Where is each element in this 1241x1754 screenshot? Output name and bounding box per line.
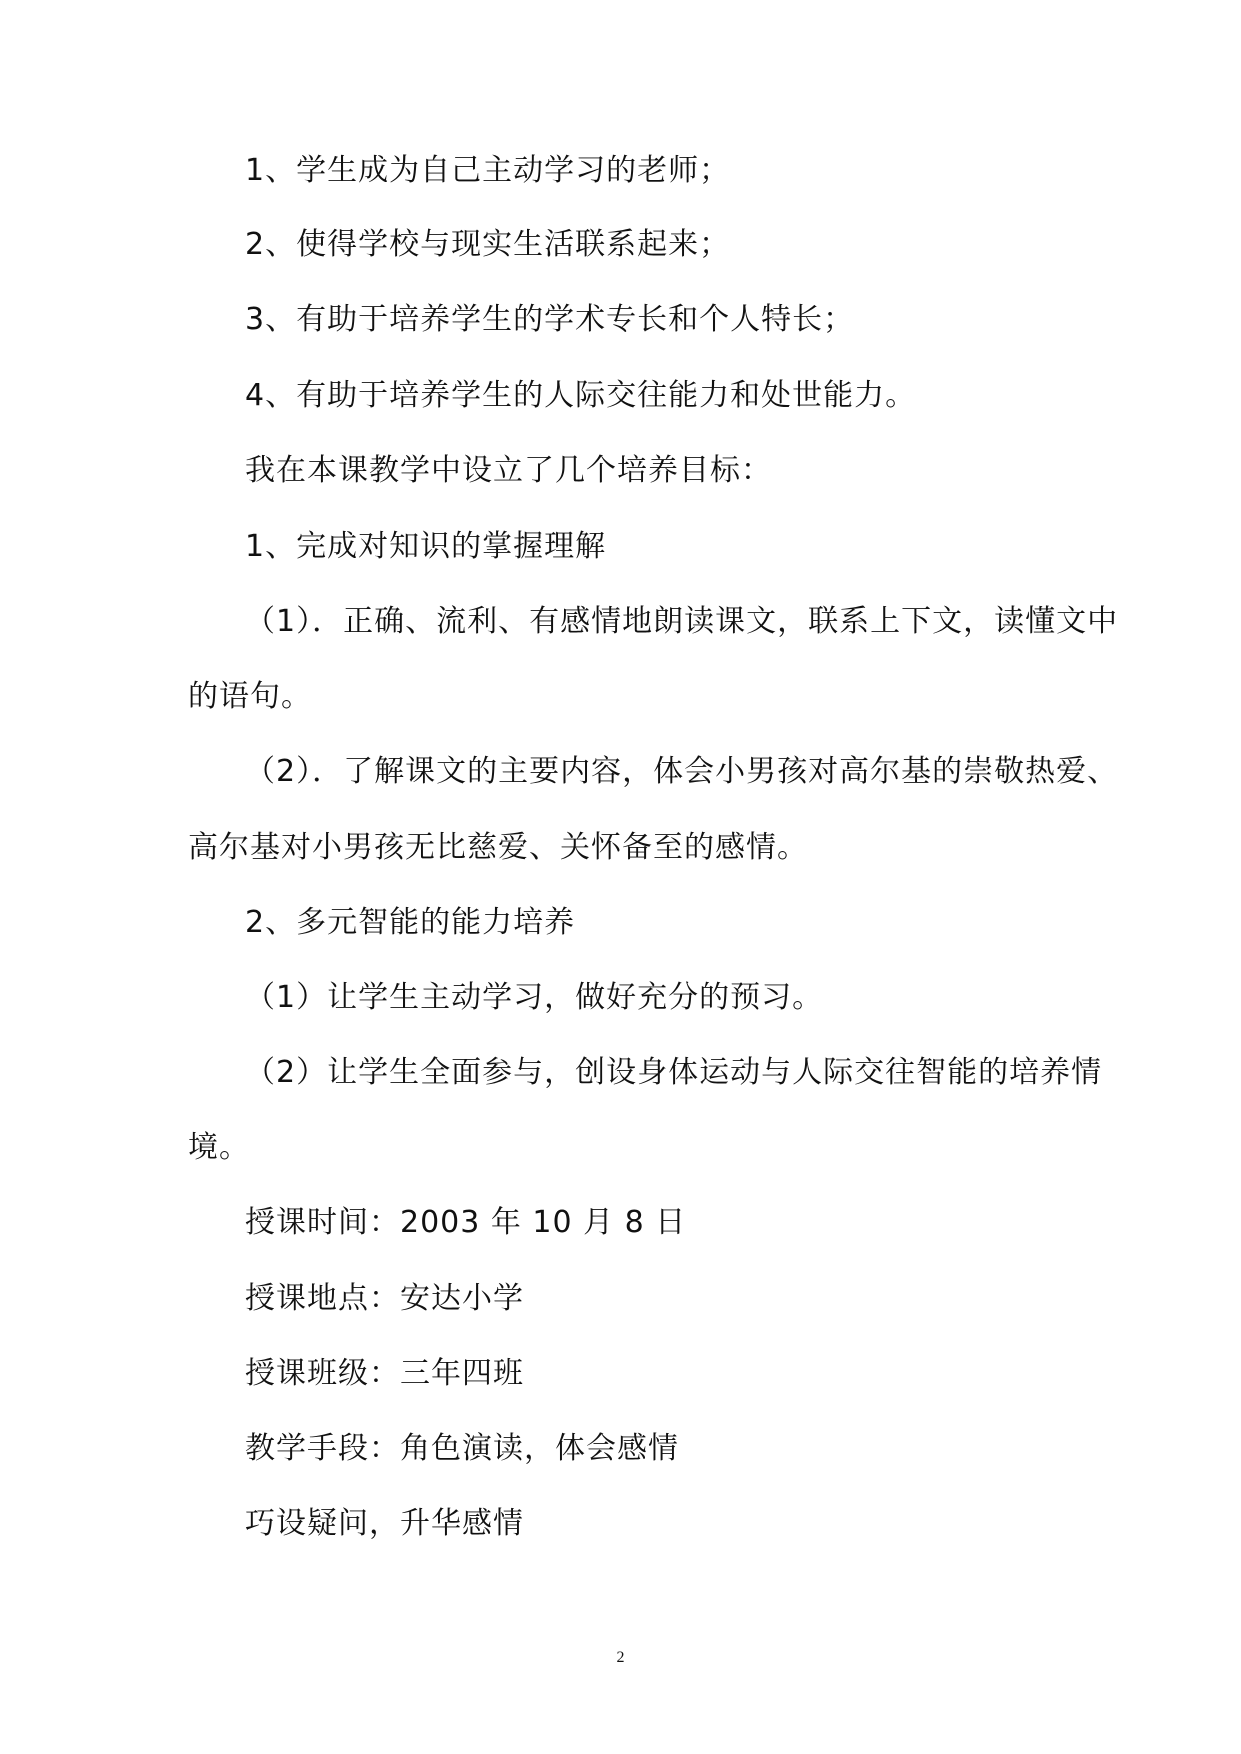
text-line: 境。 xyxy=(188,1130,250,1165)
text-line: 4、有助于培养学生的人际交往能力和处世能力。 xyxy=(245,378,917,413)
text-line: 我在本课教学中设立了几个培养目标： xyxy=(245,453,772,488)
text-line: 的语句。 xyxy=(188,679,312,714)
text-line: 3、有助于培养学生的学术专长和个人特长； xyxy=(245,302,855,337)
text-line: 1、完成对知识的掌握理解 xyxy=(245,529,607,564)
text-line: 1、学生成为自己主动学习的老师； xyxy=(245,153,731,188)
text-line: 教学手段：角色演读，体会感情 xyxy=(245,1431,679,1466)
text-line: 授课地点：安达小学 xyxy=(245,1281,524,1316)
text-line: 授课班级：三年四班 xyxy=(245,1356,524,1391)
text-line: （1）让学生主动学习，做好充分的预习。 xyxy=(245,980,824,1015)
text-line: 高尔基对小男孩无比慈爱、关怀备至的感情。 xyxy=(188,830,808,865)
text-line: 2、多元智能的能力培养 xyxy=(245,905,576,940)
text-line: 巧设疑问，升华感情 xyxy=(245,1506,524,1541)
text-line: （2）让学生全面参与，创设身体运动与人际交往智能的培养情 xyxy=(245,1055,1103,1090)
text-line: 2、使得学校与现实生活联系起来； xyxy=(245,227,731,262)
page-number: 2 xyxy=(616,1649,625,1666)
text-line: （1）．正确、流利、有感情地朗读课文，联系上下文，读懂文中 xyxy=(245,604,1119,639)
text-line: （2）．了解课文的主要内容，体会小男孩对高尔基的崇敬热爱、 xyxy=(245,754,1119,789)
text-line: 授课时间：2003 年 10 月 8 日 xyxy=(245,1205,687,1240)
